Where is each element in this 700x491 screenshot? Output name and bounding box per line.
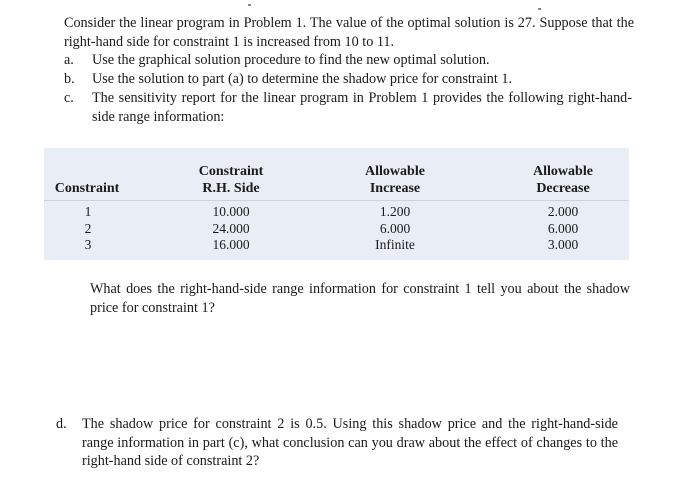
column-increase (350, 204, 440, 254)
part-b-text: Use the solution to part (a) to determine the shadow price for constraint 1. (92, 71, 512, 87)
part-b-letter: b. (64, 71, 75, 87)
table-cell: 10.000 (212, 204, 250, 219)
table-cell: 2.000 (547, 204, 579, 219)
part-c-letter: c. (64, 90, 74, 106)
part-c-text: The sensitivity report for the linear program in Problem 1 provides the following right-hand-side range information: (92, 90, 632, 125)
scan-mark (538, 8, 541, 10)
header-rhs: Constraint R.H. Side (198, 164, 264, 196)
header-decrease: Allowable Decrease (533, 164, 593, 196)
scan-mark (248, 4, 251, 6)
table-cell: 2 (84, 220, 92, 236)
part-a-letter: a. (64, 52, 74, 68)
problem-intro: Consider the linear program in Problem 1. The value of the optimal solution is 27. Suppose that the right-hand side for constraint 1 is increased from 10 to 11. (64, 15, 634, 50)
part-d-letter: d. (56, 416, 67, 432)
table-cell: 24.000 (212, 220, 250, 236)
table-cell: 1.200 (379, 204, 411, 219)
header-increase: Allowable Increase (365, 164, 425, 196)
part-a-text: Use the graphical solution procedure to find the new optimal solution. (92, 52, 490, 68)
table-cell: 1 (84, 204, 92, 219)
table-cell: 3 (84, 237, 92, 252)
part-d-text: The shadow price for constraint 2 is 0.5. Using this shadow price and the right-hand-side range information in part (c), what conclusion can you draw about the effect of changes to the right-hand side of constraint 2? (82, 416, 618, 469)
column-rhs (186, 204, 276, 254)
table-cell: 16.000 (212, 237, 250, 252)
table-header-divider (44, 200, 629, 201)
header-constraint: Constraint (54, 181, 120, 196)
table-cell: 6.000 (547, 220, 579, 236)
table-cell: 6.000 (379, 220, 411, 236)
table-cell: Infinite (375, 237, 415, 252)
part-c-question: What does the right-hand-side range information for constraint 1 tell you about the shadow price for constraint 1? (90, 281, 630, 316)
table-cell: 3.000 (547, 237, 579, 252)
column-constraint (76, 204, 100, 254)
column-decrease (518, 204, 608, 254)
